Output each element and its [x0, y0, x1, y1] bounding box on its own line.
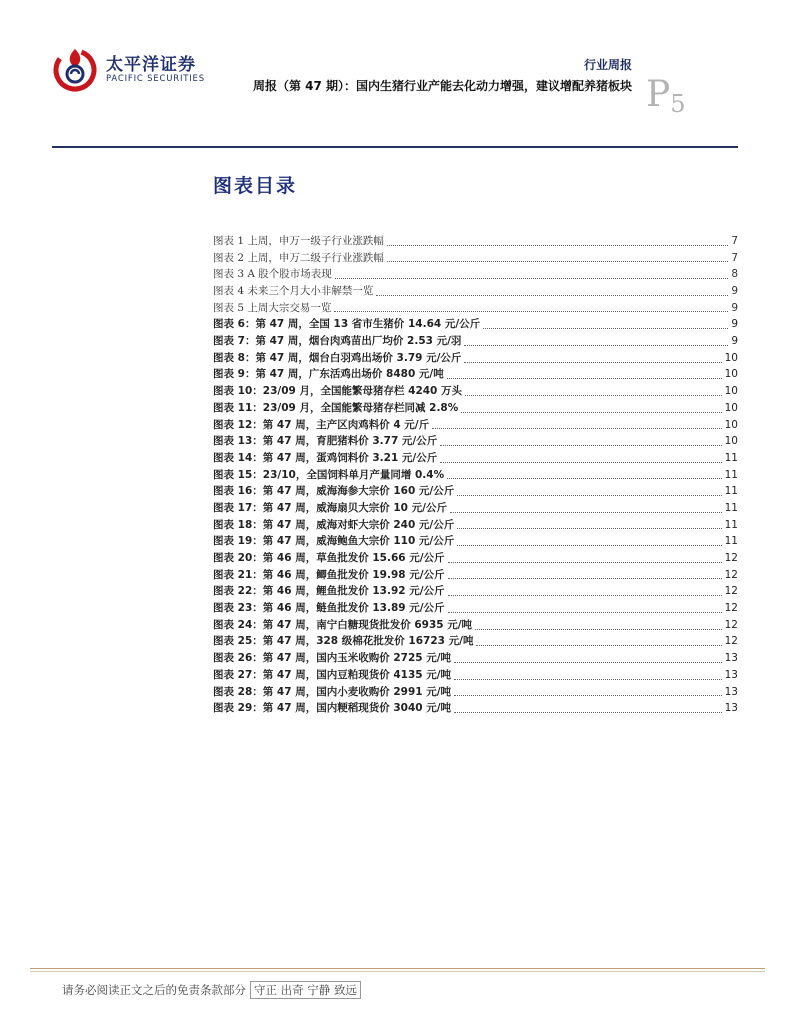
header-divider — [52, 146, 738, 148]
toc-entry-page: 13 — [724, 668, 738, 681]
toc-entry[interactable] — [213, 333, 738, 350]
toc-entry-page: 11 — [724, 485, 738, 498]
toc-entry-page: 11 — [724, 535, 738, 548]
toc-dot-leader — [483, 328, 728, 329]
toc-entry[interactable] — [213, 483, 738, 500]
toc-entry-title: 图表 19：第 47 周，威海鲍鱼大宗价 110 元/公斤 — [213, 535, 455, 548]
toc-dot-leader — [450, 512, 722, 513]
toc-entry-title: 图表 1 上周，申万一级子行业涨跌幅 — [213, 234, 384, 247]
toc-entry[interactable] — [213, 300, 738, 317]
toc-dot-leader — [457, 545, 721, 546]
toc-dot-leader — [464, 345, 728, 346]
toc-dot-leader — [457, 528, 721, 529]
toc-entry-page: 10 — [724, 401, 738, 414]
toc-entry-title: 图表 6：第 47 周，全国 13 省市生猪价 14.64 元/公斤 — [213, 318, 481, 331]
toc-entry-title: 图表 20：第 46 周，草鱼批发价 15.66 元/公斤 — [213, 552, 445, 565]
toc-dot-leader — [376, 295, 728, 296]
toc-dot-leader — [461, 412, 721, 413]
logo-chinese-name: 太平洋证券 — [106, 55, 196, 75]
toc-entry[interactable] — [213, 316, 738, 333]
toc-entry-title: 图表 14：第 47 周，蛋鸡饲料价 3.21 元/公斤 — [213, 451, 438, 464]
toc-entry-page: 10 — [724, 418, 738, 431]
toc-entry-page: 12 — [724, 585, 738, 598]
footer — [62, 981, 361, 999]
toc-entry[interactable] — [213, 684, 738, 701]
footer-motto: 守正 出奇 宁静 致远 — [250, 981, 361, 999]
toc-entry[interactable] — [213, 467, 738, 484]
toc-entry-title: 图表 16：第 47 周，威海海参大宗价 160 元/公斤 — [213, 485, 455, 498]
toc-entry-page: 10 — [724, 368, 738, 381]
toc-dot-leader — [454, 695, 722, 696]
toc-entry-title: 图表 29：第 47 周，国内粳稻现货价 3040 元/吨 — [213, 702, 452, 715]
page-digit: 5 — [670, 90, 686, 118]
toc-entry-title: 图表 21：第 46 周，鲫鱼批发价 19.98 元/公斤 — [213, 568, 445, 581]
toc-entry-title: 图表 28：第 47 周，国内小麦收购价 2991 元/吨 — [213, 685, 452, 698]
toc-entry-title: 图表 3 A 股个股市场表现 — [213, 268, 332, 281]
toc-entry-page: 12 — [724, 602, 738, 615]
toc-entry-title: 图表 26：第 47 周，国内玉米收购价 2725 元/吨 — [213, 652, 452, 665]
toc-entry-page: 11 — [724, 501, 738, 514]
toc-entry-page: 13 — [724, 702, 738, 715]
toc-entry-page: 12 — [724, 635, 738, 648]
toc-entry-title: 图表 17：第 47 周，威海扇贝大宗价 10 元/公斤 — [213, 501, 447, 514]
toc-entry-page: 8 — [731, 268, 738, 281]
toc-entry-title: 图表 18：第 47 周，威海对虾大宗价 240 元/公斤 — [213, 518, 455, 531]
toc-entry-title: 图表 11：23/09 月，全国能繁母猪存栏同减 2.8% — [213, 401, 459, 414]
toc-entry-page: 12 — [724, 568, 738, 581]
toc-entry-page: 9 — [731, 318, 738, 331]
toc-dot-leader — [335, 278, 729, 279]
toc-entry[interactable] — [213, 500, 738, 517]
toc-entry-page: 11 — [724, 468, 738, 481]
toc-entry[interactable] — [213, 567, 738, 584]
toc-entry-page: 13 — [724, 652, 738, 665]
toc-entry-title: 图表 12：第 47 周，主产区肉鸡料价 4 元/斤 — [213, 418, 430, 431]
toc-dot-leader — [454, 712, 722, 713]
toc-dot-leader — [448, 612, 722, 613]
logo-english-name: PACIFIC SECURITIES — [106, 74, 205, 84]
toc-entry-title: 图表 27：第 47 周，国内豆粕现货价 4135 元/吨 — [213, 668, 452, 681]
toc-entry-page: 13 — [724, 685, 738, 698]
pacific-securities-logo-icon — [52, 46, 98, 92]
toc-dot-leader — [454, 662, 722, 663]
toc-entry-title: 图表 13：第 47 周，育肥猪料价 3.77 元/公斤 — [213, 435, 438, 448]
toc-entry[interactable] — [213, 450, 738, 467]
toc-entry-page: 7 — [731, 251, 738, 264]
toc-entry-title: 图表 2 上周，申万二级子行业涨跌幅 — [213, 251, 384, 264]
toc-entry-title: 图表 24：第 47 周，南宁白糖现货批发价 6935 元/吨 — [213, 618, 473, 631]
toc-entry-title: 图表 15：23/10，全国饲料单月产量同增 0.4% — [213, 468, 445, 481]
toc-dot-leader — [457, 495, 721, 496]
toc-entry[interactable] — [213, 417, 738, 434]
toc-entry-title: 图表 25：第 47 周，328 级棉花批发价 16723 元/吨 — [213, 635, 474, 648]
toc-entry[interactable] — [213, 667, 738, 684]
toc-entry-title: 图表 7：第 47 周，烟台肉鸡苗出厂均价 2.53 元/羽 — [213, 335, 462, 348]
toc-dot-leader — [440, 445, 721, 446]
toc-entry-page: 12 — [724, 552, 738, 565]
toc-entry-page: 9 — [731, 335, 738, 348]
toc-entry[interactable] — [213, 583, 738, 600]
toc-entry-title: 图表 5 上周大宗交易一览 — [213, 301, 332, 314]
toc-dot-leader — [334, 311, 728, 312]
toc-entry-page: 11 — [724, 518, 738, 531]
toc-dot-leader — [448, 562, 722, 563]
toc-entry-page: 12 — [724, 618, 738, 631]
toc-entry-page: 10 — [724, 385, 738, 398]
toc-entry[interactable] — [213, 266, 738, 283]
toc-entry-page: 9 — [731, 285, 738, 298]
toc-entry[interactable] — [213, 700, 738, 717]
toc-dot-leader — [447, 378, 722, 379]
toc-entry-title: 图表 8：第 47 周，烟台白羽鸡出场价 3.79 元/公斤 — [213, 351, 462, 364]
footer-divider-secondary — [30, 971, 765, 972]
toc-entry[interactable] — [213, 250, 738, 267]
toc-entry[interactable] — [213, 600, 738, 617]
toc-dot-leader — [448, 578, 722, 579]
toc-entry[interactable] — [213, 650, 738, 667]
toc-entry-title: 图表 9：第 47 周，广东活鸡出场价 8480 元/吨 — [213, 368, 444, 381]
footer-divider — [30, 968, 765, 969]
toc-entry[interactable] — [213, 367, 738, 384]
toc-dot-leader — [454, 679, 722, 680]
toc-dot-leader — [387, 261, 728, 262]
toc-entry-title: 图表 10：23/09 月，全国能繁母猪存栏 4240 万头 — [213, 385, 463, 398]
page-label: P — [646, 74, 671, 115]
toc-dot-leader — [440, 462, 721, 463]
toc-dot-leader — [387, 245, 728, 246]
toc-dot-leader — [476, 645, 721, 646]
toc-entry[interactable] — [213, 350, 738, 367]
toc-entry[interactable] — [213, 550, 738, 567]
toc-entry-page: 7 — [731, 234, 738, 247]
page-number — [646, 74, 686, 118]
toc-entry-page: 11 — [724, 451, 738, 464]
toc-entry-page: 10 — [724, 435, 738, 448]
toc-entry[interactable] — [213, 634, 738, 651]
toc-entry[interactable] — [213, 383, 738, 400]
toc-entry[interactable] — [213, 533, 738, 550]
toc-dot-leader — [464, 362, 721, 363]
toc-entry-page: 9 — [731, 301, 738, 314]
report-title: 周报（第 47 期）：国内生猪行业产能去化动力增强，建议增配养猪板块 — [252, 79, 632, 93]
toc-heading: 图表目录 — [213, 175, 298, 197]
report-category: 行业周报 — [583, 58, 632, 72]
toc-entry[interactable] — [213, 400, 738, 417]
toc-entry[interactable] — [213, 517, 738, 534]
toc-dot-leader — [447, 478, 722, 479]
footer-notice: 请务必阅读正文之后的免责条款部分 — [62, 983, 246, 997]
toc-entry[interactable] — [213, 433, 738, 450]
toc-entry-title: 图表 23：第 46 周，鲢鱼批发价 13.89 元/公斤 — [213, 602, 445, 615]
toc-dot-leader — [448, 595, 722, 596]
toc-entry-title: 图表 4 未来三个月大小非解禁一览 — [213, 285, 374, 298]
toc-entry[interactable] — [213, 233, 738, 250]
toc-dot-leader — [432, 428, 721, 429]
toc-entry-title: 图表 22：第 46 周，鲤鱼批发价 13.92 元/公斤 — [213, 585, 445, 598]
toc-dot-leader — [475, 629, 722, 630]
toc-list — [213, 233, 738, 717]
toc-dot-leader — [465, 395, 722, 396]
toc-entry-page: 10 — [724, 351, 738, 364]
toc-entry[interactable] — [213, 617, 738, 634]
toc-entry[interactable] — [213, 283, 738, 300]
